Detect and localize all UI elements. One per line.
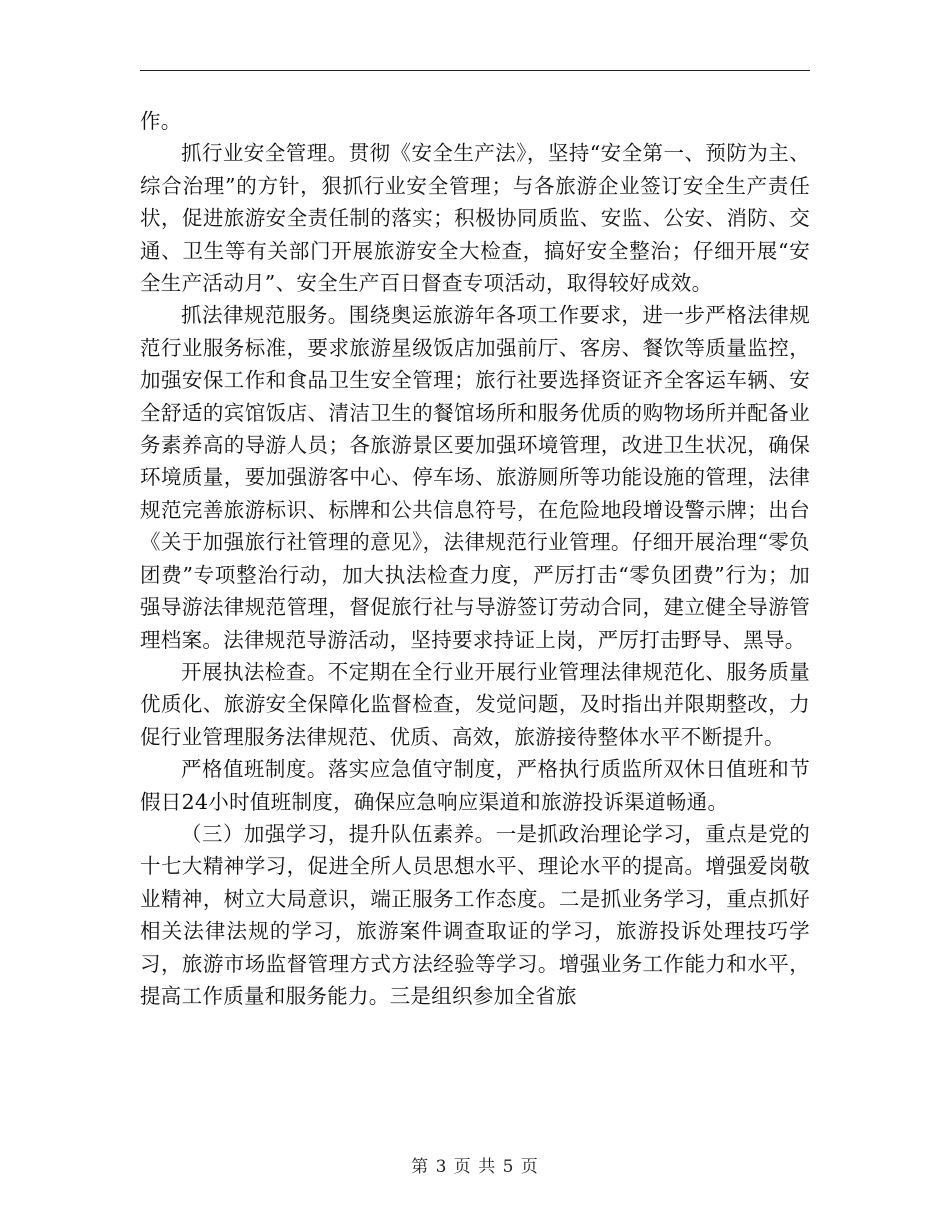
paragraph-continuation: 作。 — [140, 109, 182, 133]
page-number-footer: 第 3 页 共 5 页 — [411, 1157, 539, 1177]
paragraph-study-training: （三）加强学习，提升队伍素养。一是抓政治理论学习，重点是党的十七大精神学习，促进全所人员思想水平、理论水平的提高。增强爱岗敬业精神，树立大局意识，端正服务工作态度。二是抓业务学习，重点抓好相关法律法规的学习，旅游案件调查取证的学习，旅游投诉处理技巧学习，旅游市场监督管理方式方法经验等学习。增强业务工作能力和水平，提高工作质量和服务能力。三是组织参加全省旅 — [140, 821, 810, 1008]
document-body — [140, 105, 810, 1012]
paragraph-legal-standard-service: 抓法律规范服务。围绕奥运旅游年各项工作要求，进一步严格法律规范行业服务标准，要求旅游星级饭店加强前厅、客房、餐饮等质量监控，加强安保工作和食品卫生安全管理；旅行社要选择资证齐全客运车辆、安全舒适的宾馆饭店、清洁卫生的餐馆场所和服务优质的购物场所并配备业务素养高的导游人员；各旅游景区要加强环境管理，改进卫生状况，确保环境质量，要加强游客中心、停车场、旅游厕所等功能设施的管理，法律规范完善旅游标识、标牌和公共信息符号，在危险地段增设警示牌；出台《关于加强旅行社管理的意见》，法律规范行业管理。仔细开展治理“零负团费”专项整治行动，加大执法检查力度，严厉打击“零负团费”行为；加强导游法律规范管理，督促旅行社与导游签订劳动合同，建立健全导游管理档案。法律规范导游活动，坚持要求持证上岗，严厉打击野导、黑导。 — [140, 303, 810, 652]
paragraph-duty-system: 严格值班制度。落实应急值守制度，严格执行质监所双休日值班和节假日24小时值班制度，确保应急响应渠道和旅游投诉渠道畅通。 — [140, 757, 810, 814]
header-rule — [140, 70, 810, 71]
paragraph-safety-management: 抓行业安全管理。贯彻《安全生产法》，坚持“安全第一、预防为主、综合治理”的方针，狠抓行业安全管理；与各旅游企业签订安全生产责任状，促进旅游安全责任制的落实；积极协同质监、安监、公安、消防、交通、卫生等有关部门开展旅游安全大检查，搞好安全整治；仔细开展“安全生产活动月”、安全生产百日督查专项活动，取得较好成效。 — [140, 141, 810, 296]
paragraph-law-enforcement-inspection: 开展执法检查。不定期在全行业开展行业管理法律规范化、服务质量优质化、旅游安全保障化监督检查，发觉问题，及时指出并限期整改，力促行业管理服务法律规范、优质、高效，旅游接待整体水平不断提升。 — [140, 659, 810, 749]
